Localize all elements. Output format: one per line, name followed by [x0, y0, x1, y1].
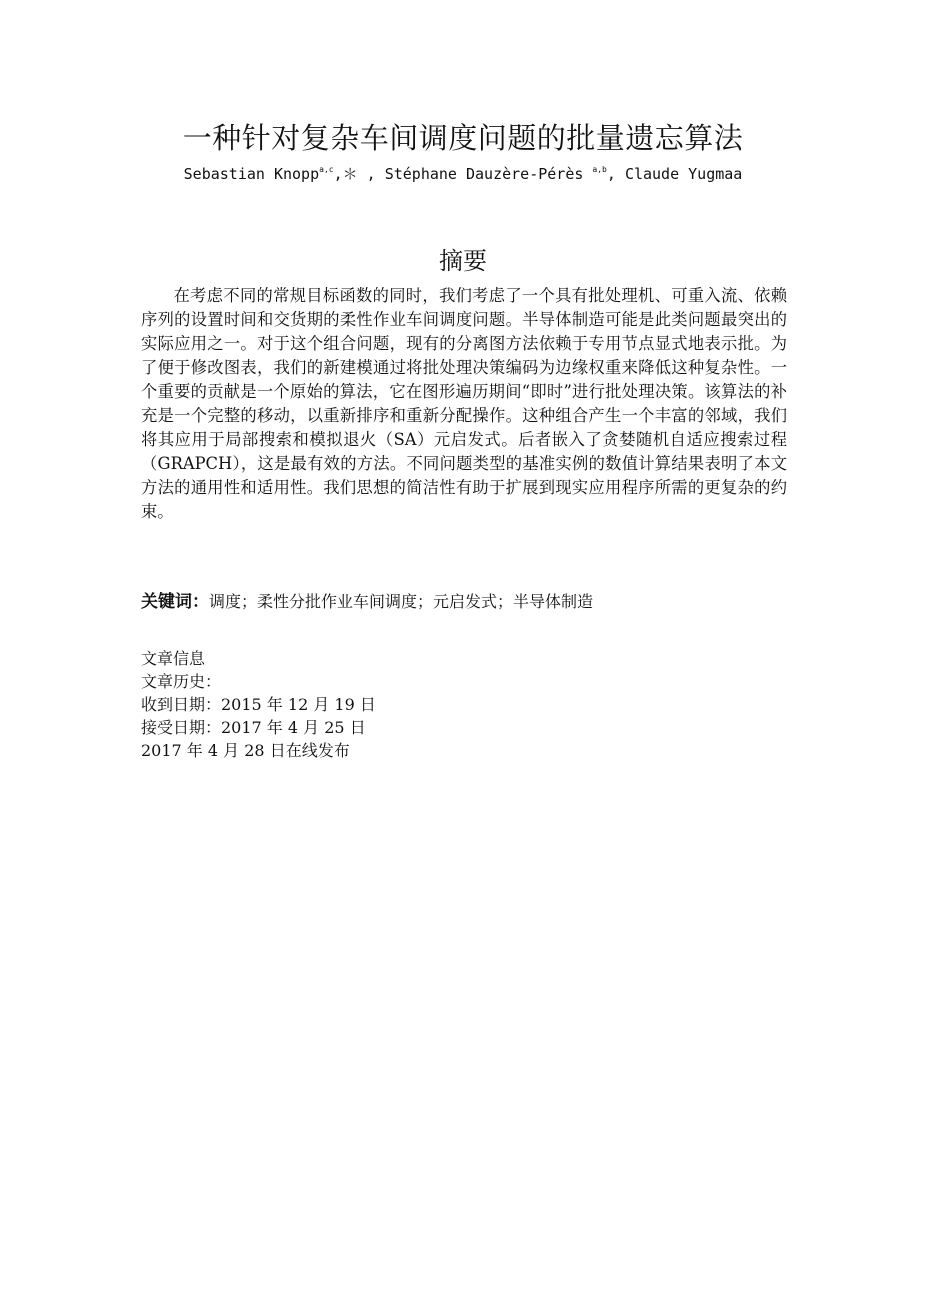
article-history-label: 文章历史： — [141, 672, 222, 691]
author-name: Sebastian Knopp — [183, 165, 320, 183]
article-info — [141, 647, 641, 762]
author-separator: ,＊ , — [333, 165, 385, 183]
received-date: 收到日期：2015 年 12 月 19 日 — [141, 695, 376, 714]
keywords-line — [141, 587, 787, 612]
abstract-heading: 摘要 — [439, 247, 487, 275]
author-name: Stéphane Dauzère-Pérès — [384, 165, 584, 183]
author-affiliation: a,c — [319, 165, 334, 174]
online-date: 2017 年 4 月 28 日在线发布 — [141, 741, 350, 760]
author-list — [0, 163, 926, 184]
keywords-text: 调度；柔性分批作业车间调度；元启发式；半导体制造 — [209, 592, 594, 611]
author-separator: , — [606, 165, 625, 183]
article-info-heading: 文章信息 — [141, 649, 206, 668]
accepted-date: 接受日期：2017 年 4 月 25 日 — [141, 718, 366, 737]
author-name: Claude Yugmaa — [624, 165, 743, 183]
author-affiliation: a,b — [592, 165, 607, 174]
paper-title: 一种针对复杂车间调度问题的批量遗忘算法 — [182, 121, 744, 155]
abstract-text: 在考虑不同的常规目标函数的同时，我们考虑了一个具有批处理机、可重入流、依赖序列的设置时间和交货期的柔性作业车间调度问题。半导体制造可能是此类问题最突出的实际应用之一。对于这个组合问题，现有的分离图方法依赖于专用节点显式地表示批。为了便于修改图表，我们的新建模通过将批处理决策编码为边缘权重来降低这种复杂性。一个重要的贡献是一个原始的算法，它在图形遍历期间“即时”进行批处理决策。该算法的补充是一个完整的移动，以重新排序和重新分配操作。这种组合产生一个丰富的邻域，我们将其应用于局部搜索和模拟退火（SA）元启发式。后者嵌入了贪婪随机自适应搜索过程（GRAPCH），这是最有效的方法。不同问题类型的基准实例的数值计算结果表明了本文方法的通用性和适用性。我们思想的简洁性有助于扩展到现实应用程序所需的更复杂的约束。 — [141, 286, 787, 521]
keywords-label: 关键词： — [141, 592, 209, 612]
